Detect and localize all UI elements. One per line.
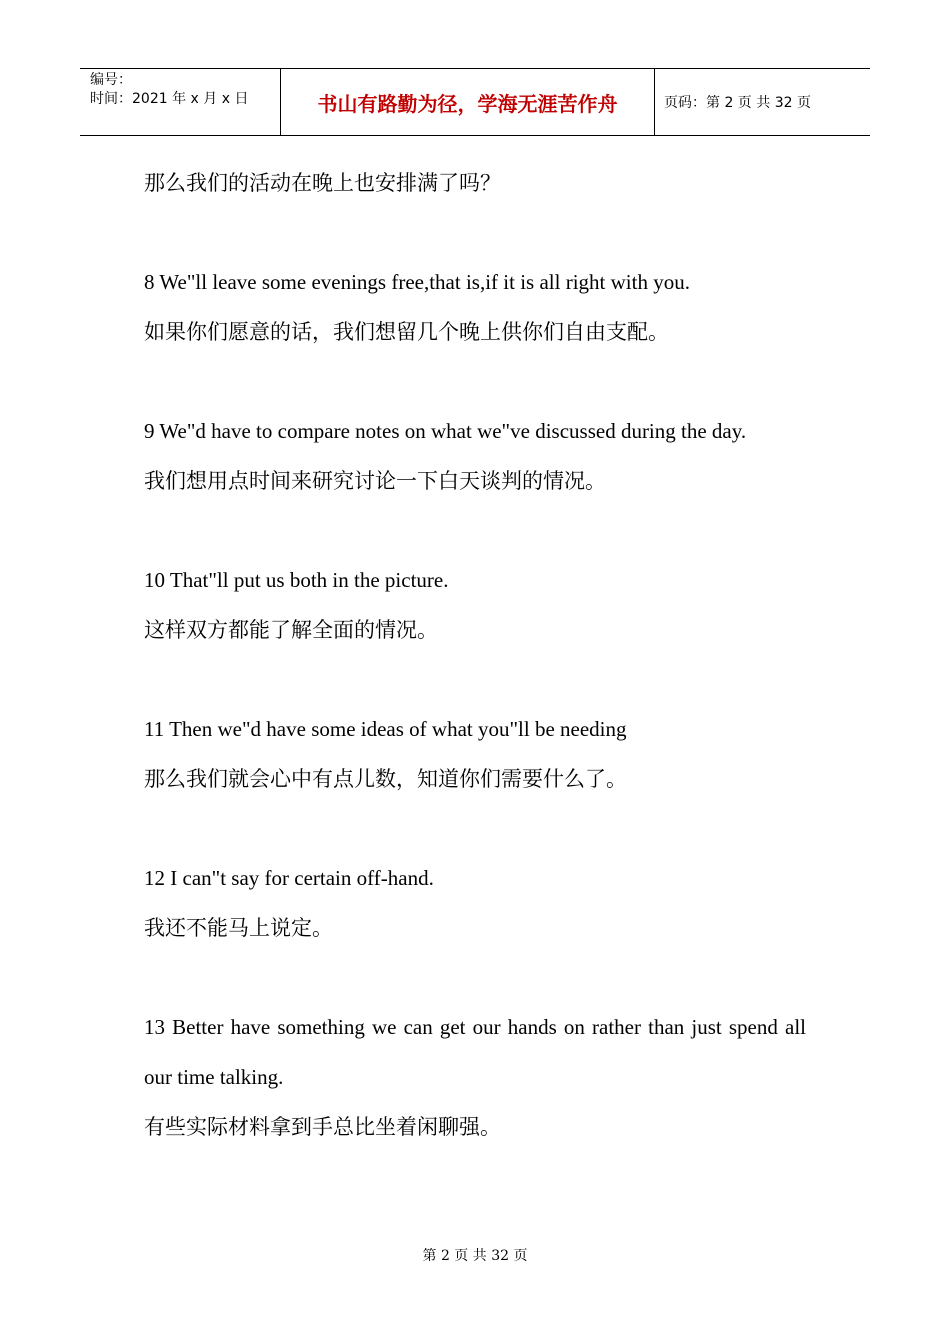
- header-motto: 书山有路勤为径，学海无涯苦作舟: [281, 69, 655, 135]
- page-header: [80, 68, 870, 136]
- item-8-zh: 如果你们愿意的话，我们想留几个晚上供你们自由支配。: [144, 320, 669, 344]
- page-footer: 第 2 页 共 32 页: [422, 1248, 528, 1264]
- item-12-zh: 我还不能马上说定。: [144, 916, 333, 940]
- item-9-en: 9 We"d have to compare notes on what we"ve discussed during the day.: [144, 419, 747, 443]
- document-body: [144, 158, 806, 1152]
- time-label: 时间：2021 年 x 月 x 日: [90, 91, 249, 107]
- item-9-zh: 我们想用点时间来研究讨论一下白天谈判的情况。: [144, 469, 606, 493]
- item-10-en: 10 That"ll put us both in the picture.: [144, 568, 449, 592]
- header-meta: [80, 69, 281, 135]
- intro-zh: 那么我们的活动在晚上也安排满了吗？: [144, 171, 501, 195]
- item-11-en: 11 Then we"d have some ideas of what you"ll be needing: [144, 717, 627, 741]
- item-8-en: 8 We"ll leave some evenings free,that is,if it is all right with you.: [144, 270, 690, 294]
- item-10-zh: 这样双方都能了解全面的情况。: [144, 618, 438, 642]
- item-13-zh: 有些实际材料拿到手总比坐着闲聊强。: [144, 1115, 501, 1139]
- item-13-en: 13 Better have something we can get our hands on rather than just spend all our time talking.: [144, 1015, 806, 1089]
- item-11-zh: 那么我们就会心中有点儿数，知道你们需要什么了。: [144, 767, 627, 791]
- number-label: 编号：: [90, 72, 132, 88]
- item-12-en: 12 I can"t say for certain off-hand.: [144, 866, 434, 890]
- header-page-label: 页码：第 2 页 共 32 页: [664, 95, 811, 111]
